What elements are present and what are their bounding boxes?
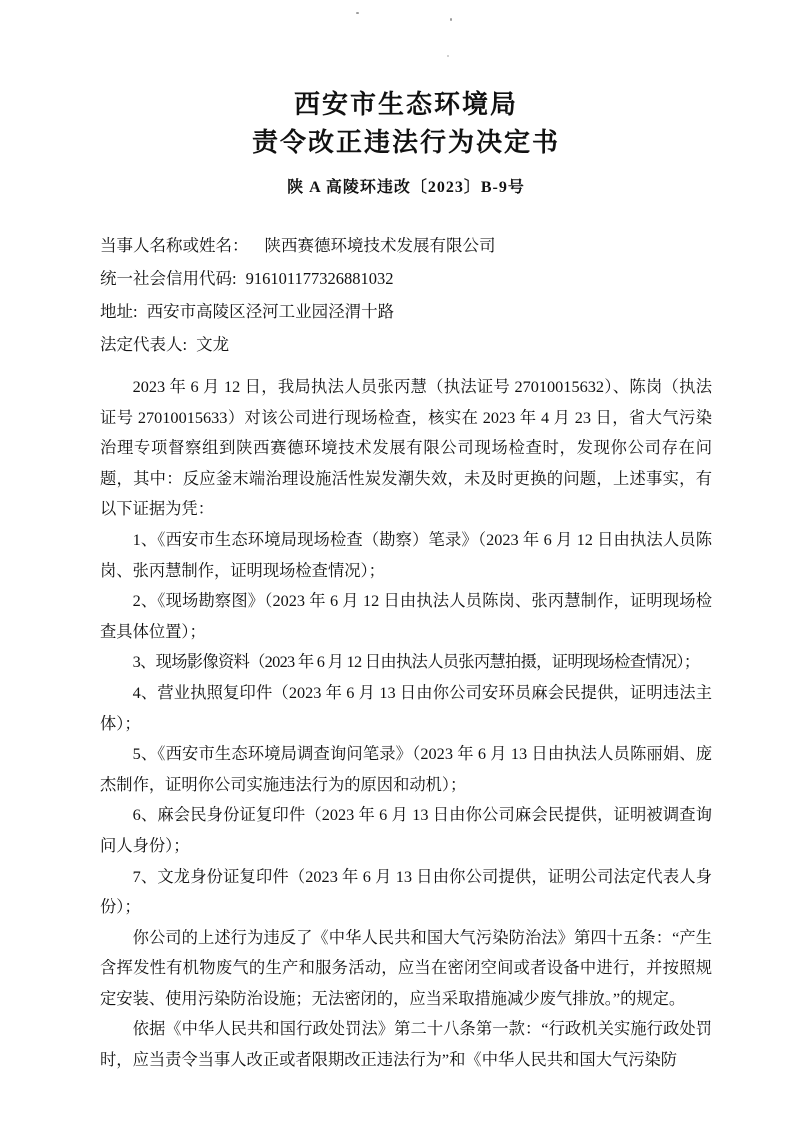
evidence-item-7: 7、文龙身份证复印件（2023 年 6 月 13 日由你公司提供，证明公司法定代表人身份）； <box>100 866 712 917</box>
evidence-item-5: 5、《西安市生态环境局调查询问笔录》（2023 年 6 月 13 日由执法人员陈丽娟、庞杰制作，证明你公司实施违法行为的原因和动机）； <box>100 744 712 794</box>
party-name-label: 当事人名称或姓名： <box>100 236 249 255</box>
document-number: 陕 A 高陵环违改〔2023〕B-9号 <box>287 179 525 196</box>
evidence-item-1: 1、《西安市生态环境局现场检查（勘察）笔录》（2023 年 6 月 12 日由执法人员陈岗、张丙慧制作，证明现场检查情况）； <box>100 529 712 580</box>
document-title-line1: 西安市生态环境局 <box>293 90 518 119</box>
party-legal-rep-row <box>100 328 712 361</box>
party-info-section <box>100 229 712 361</box>
party-name-value: 陕西赛德环境技术发展有限公司 <box>264 236 496 255</box>
scan-speck <box>447 55 449 57</box>
body-paragraph-legal-basis: 依据《中华人民共和国行政处罚法》第二十八条第一款：“行政机关实施行政处罚时，应当责令当事人改正或者限期改正违法行为”和《中华人民共和国大气污染防 <box>100 1019 712 1070</box>
evidence-item-3: 3、现场影像资料（2023 年 6 月 12 日由执法人员张丙慧拍摄，证明现场检查情况）； <box>132 652 700 672</box>
party-address-row <box>100 295 712 328</box>
party-address-value: 西安市高陵区泾河工业园泾渭十路 <box>146 302 395 321</box>
party-credit-code-row <box>100 262 712 295</box>
document-title-line2: 责令改正违法行为决定书 <box>251 128 560 157</box>
party-address-label: 地址: <box>100 302 138 321</box>
scan-speck <box>450 18 452 21</box>
evidence-item-2: 2、《现场勘察图》（2023 年 6 月 12 日由执法人员陈岗、张丙慧制作，证明现场检查具体位置）； <box>100 591 712 641</box>
body-paragraph-violation: 你公司的上述行为违反了《中华人民共和国大气污染防治法》第四十五条：“产生含挥发性有机物废气的生产和服务活动，应当在密闭空间或者设备中进行，并按照规定安装、使用污染防治设施；无法密闭的，应当采取措施减少废气排放。”的规定。 <box>100 927 712 1008</box>
party-legal-rep-value: 文龙 <box>196 335 230 354</box>
body-paragraph-facts: 2023 年 6 月 12 日，我局执法人员张丙慧（执法证号 27010015632）、陈岗（执法证号 27010015633）对该公司进行现场检查，核实在 2023 年 4 月 23 日，省大气污染治理专项督察组到陕西赛德环境技术发展有限公司现场检查时，发现你公司存在问题，其中：反应釜末端治理设施活性炭发潮失效，未及时更换的问题，上述事实，有以下证据为凭： <box>100 377 712 519</box>
scan-speck <box>356 12 359 14</box>
document-body <box>100 372 712 1076</box>
party-legal-rep-label: 法定代表人: <box>100 335 188 354</box>
party-name-row <box>100 229 712 262</box>
evidence-item-6: 6、麻会民身份证复印件（2023 年 6 月 13 日由你公司麻会民提供，证明被调查询问人身份）； <box>100 805 712 855</box>
party-credit-code-value: 916101177326881032 <box>245 269 394 288</box>
evidence-item-4: 4、营业执照复印件（2023 年 6 月 13 日由你公司安环员麻会民提供，证明违法主体）； <box>100 682 712 733</box>
party-credit-code-label: 统一社会信用代码: <box>100 269 237 288</box>
document-header <box>100 86 712 197</box>
